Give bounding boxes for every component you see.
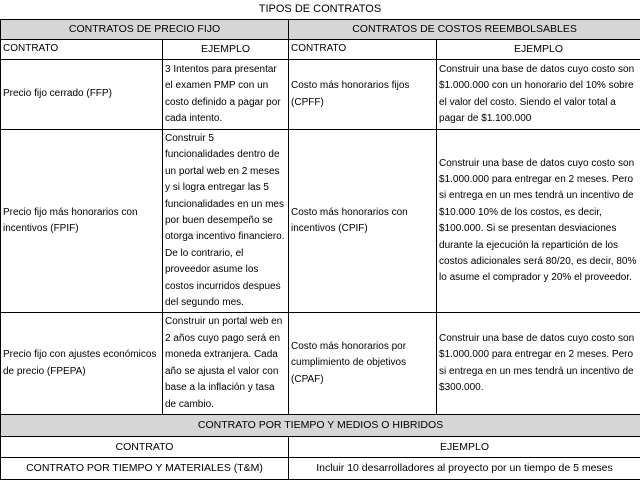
- hybrid-contract-cell: CONTRATO POR TIEMPO Y MATERIALES (T&M): [1, 457, 289, 479]
- cost-col-example: EJEMPLO: [437, 40, 640, 60]
- fixed-contract-cell: Precio fijo con ajustes económicos de precio (FPEPA): [1, 313, 163, 414]
- cost-example-cell: Construir una base de datos cuyo costo son $1.000.000 para entregar en 2 meses. Pero si entrega en un mes tendrá un incentivo de $300.000.: [437, 313, 640, 414]
- hybrid-col-example: EJEMPLO: [289, 436, 640, 457]
- cost-contract-cell: Costo más honorarios con incentivos (CPIF): [289, 130, 437, 313]
- fixed-col-example: EJEMPLO: [163, 40, 289, 60]
- fixed-contract-cell: Precio fijo cerrado (FFP): [1, 60, 163, 130]
- hybrid-col-contract: CONTRATO: [1, 436, 289, 457]
- fixed-example-cell: 3 Intentos para presentar el examen PMP con un costo definido a pagar por cada intento.: [163, 60, 289, 130]
- contracts-table: [0, 19, 640, 480]
- table-row: [1, 130, 640, 313]
- table-row: [1, 457, 640, 479]
- cost-contract-cell: Costo más honorarios fijos (CPFF): [289, 60, 437, 130]
- fixed-contract-cell: Precio fijo más honorarios con incentivos (FPIF): [1, 130, 163, 313]
- cost-col-contract: CONTRATO: [289, 40, 437, 60]
- table-row: [1, 60, 640, 130]
- fixed-col-contract: CONTRATO: [1, 40, 163, 60]
- fixed-example-cell: Construir un portal web en 2 años cuyo pago será en moneda extranjera. Cada año se ajusta el valor con base a la inflación y tasa de cambio.: [163, 313, 289, 414]
- hybrid-header: CONTRATO POR TIEMPO Y MEDIOS O HIBRIDOS: [1, 414, 640, 436]
- fixed-price-header: CONTRATOS DE PRECIO FIJO: [1, 20, 289, 40]
- table-row: [1, 313, 640, 414]
- cost-contract-cell: Costo más honorarios por cumplimiento de objetivos (CPAF): [289, 313, 437, 414]
- page-title: TIPOS DE CONTRATOS: [0, 1, 640, 17]
- hybrid-example-cell: Incluir 10 desarrolladores al proyecto por un tiempo de 5 meses: [289, 457, 640, 479]
- cost-example-cell: Construir una base de datos cuyo costo son $1.000.000 para entregar en 2 meses. Pero si entrega en un mes tendrá un incentivo de $10.000 10% de los costos, es decir, $100.000. Si se presentan desviaciones durante la ejecución la repartición de los costos adicionales será 80/20, es decir, 80% lo asume el comprador y 20% el proveedor.: [437, 130, 640, 313]
- cost-example-cell: Construir una base de datos cuyo costo son $1.000.000 con un honorario del 10% sobre el valor del costo. Siendo el valor total a pagar de $1.100.000: [437, 60, 640, 130]
- fixed-example-cell: Construir 5 funcionalidades dentro de un portal web en 2 meses y si logra entregar las 5 funcionalidades en un mes por buen desempeño se otorga incentivo financiero. De lo contrario, el proveedor asume los costos incurridos despues del segundo mes.: [163, 130, 289, 313]
- cost-reimbursable-header: CONTRATOS DE COSTOS REEMBOLSABLES: [289, 20, 640, 40]
